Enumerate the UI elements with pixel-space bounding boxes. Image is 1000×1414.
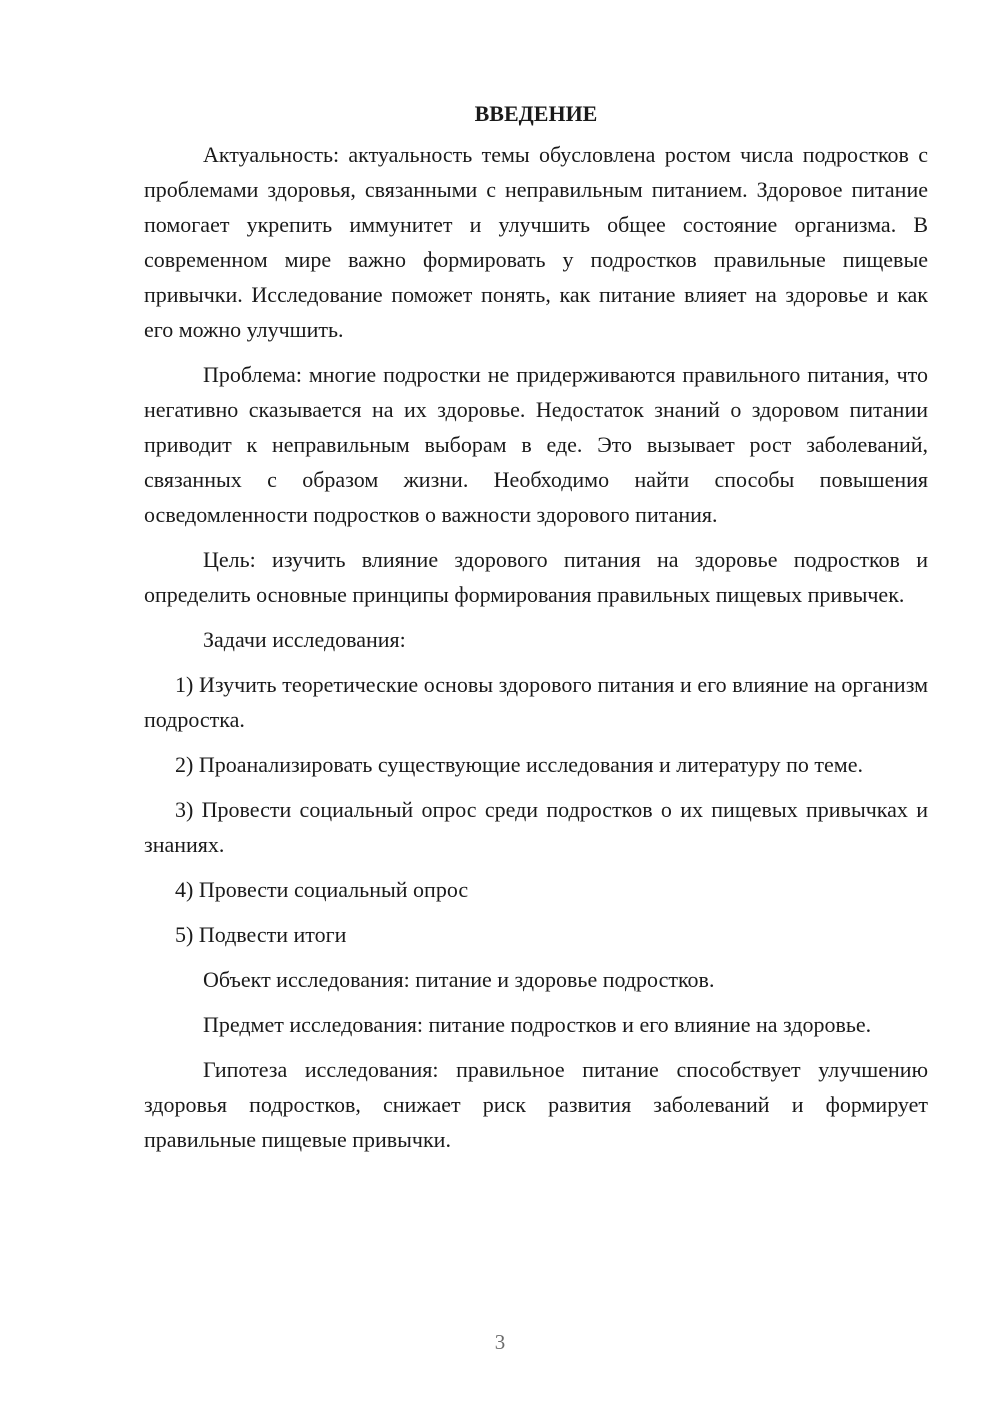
object-paragraph: Объект исследования: питание и здоровье подростков. [203, 967, 715, 992]
page-number: 3 [494, 1330, 506, 1354]
task-item: 1) Изучить теоретические основы здорового питания и его влияние на организм подростка. [144, 672, 928, 732]
page-title: ВВЕДЕНИЕ [474, 101, 598, 126]
hypothesis-paragraph: Гипотеза исследования: правильное питание способствует улучшению здоровья подростков, снижает риск развития заболеваний и формирует правильные пищевые привычки. [144, 1057, 928, 1152]
task-item: 5) Подвести итоги [175, 922, 347, 947]
task-item: 2) Проанализировать существующие исследования и литературу по теме. [175, 752, 863, 777]
tasks-title: Задачи исследования: [203, 627, 406, 652]
task-item: 4) Провести социальный опрос [175, 877, 469, 902]
subject-paragraph: Предмет исследования: питание подростков и его влияние на здоровье. [203, 1012, 872, 1037]
relevance-paragraph: Актуальность: актуальность темы обусловлена ростом числа подростков с проблемами здоровья, связанными с неправильным питанием. Здоровое питание помогает укрепить иммунитет и улучшить общее состояние организма. В современном мире важно формировать у подростков правильные пищевые привычки. Исследование поможет понять, как питание влияет на здоровье и как его можно улучшить. [144, 142, 928, 342]
goal-paragraph: Цель: изучить влияние здорового питания на здоровье подростков и определить основные принципы формирования правильных пищевых привычек. [144, 547, 928, 607]
task-item: 3) Провести социальный опрос среди подростков о их пищевых привычках и знаниях. [144, 797, 928, 857]
document-body [144, 96, 928, 1157]
problem-paragraph: Проблема: многие подростки не придерживаются правильного питания, что негативно сказывается на их здоровье. Недостаток знаний о здоровом питании приводит к неправильным выборам в еде. Это вызывает рост заболеваний, связанных с образом жизни. Необходимо найти способы повышения осведомленности подростков о важности здорового питания. [144, 362, 928, 527]
